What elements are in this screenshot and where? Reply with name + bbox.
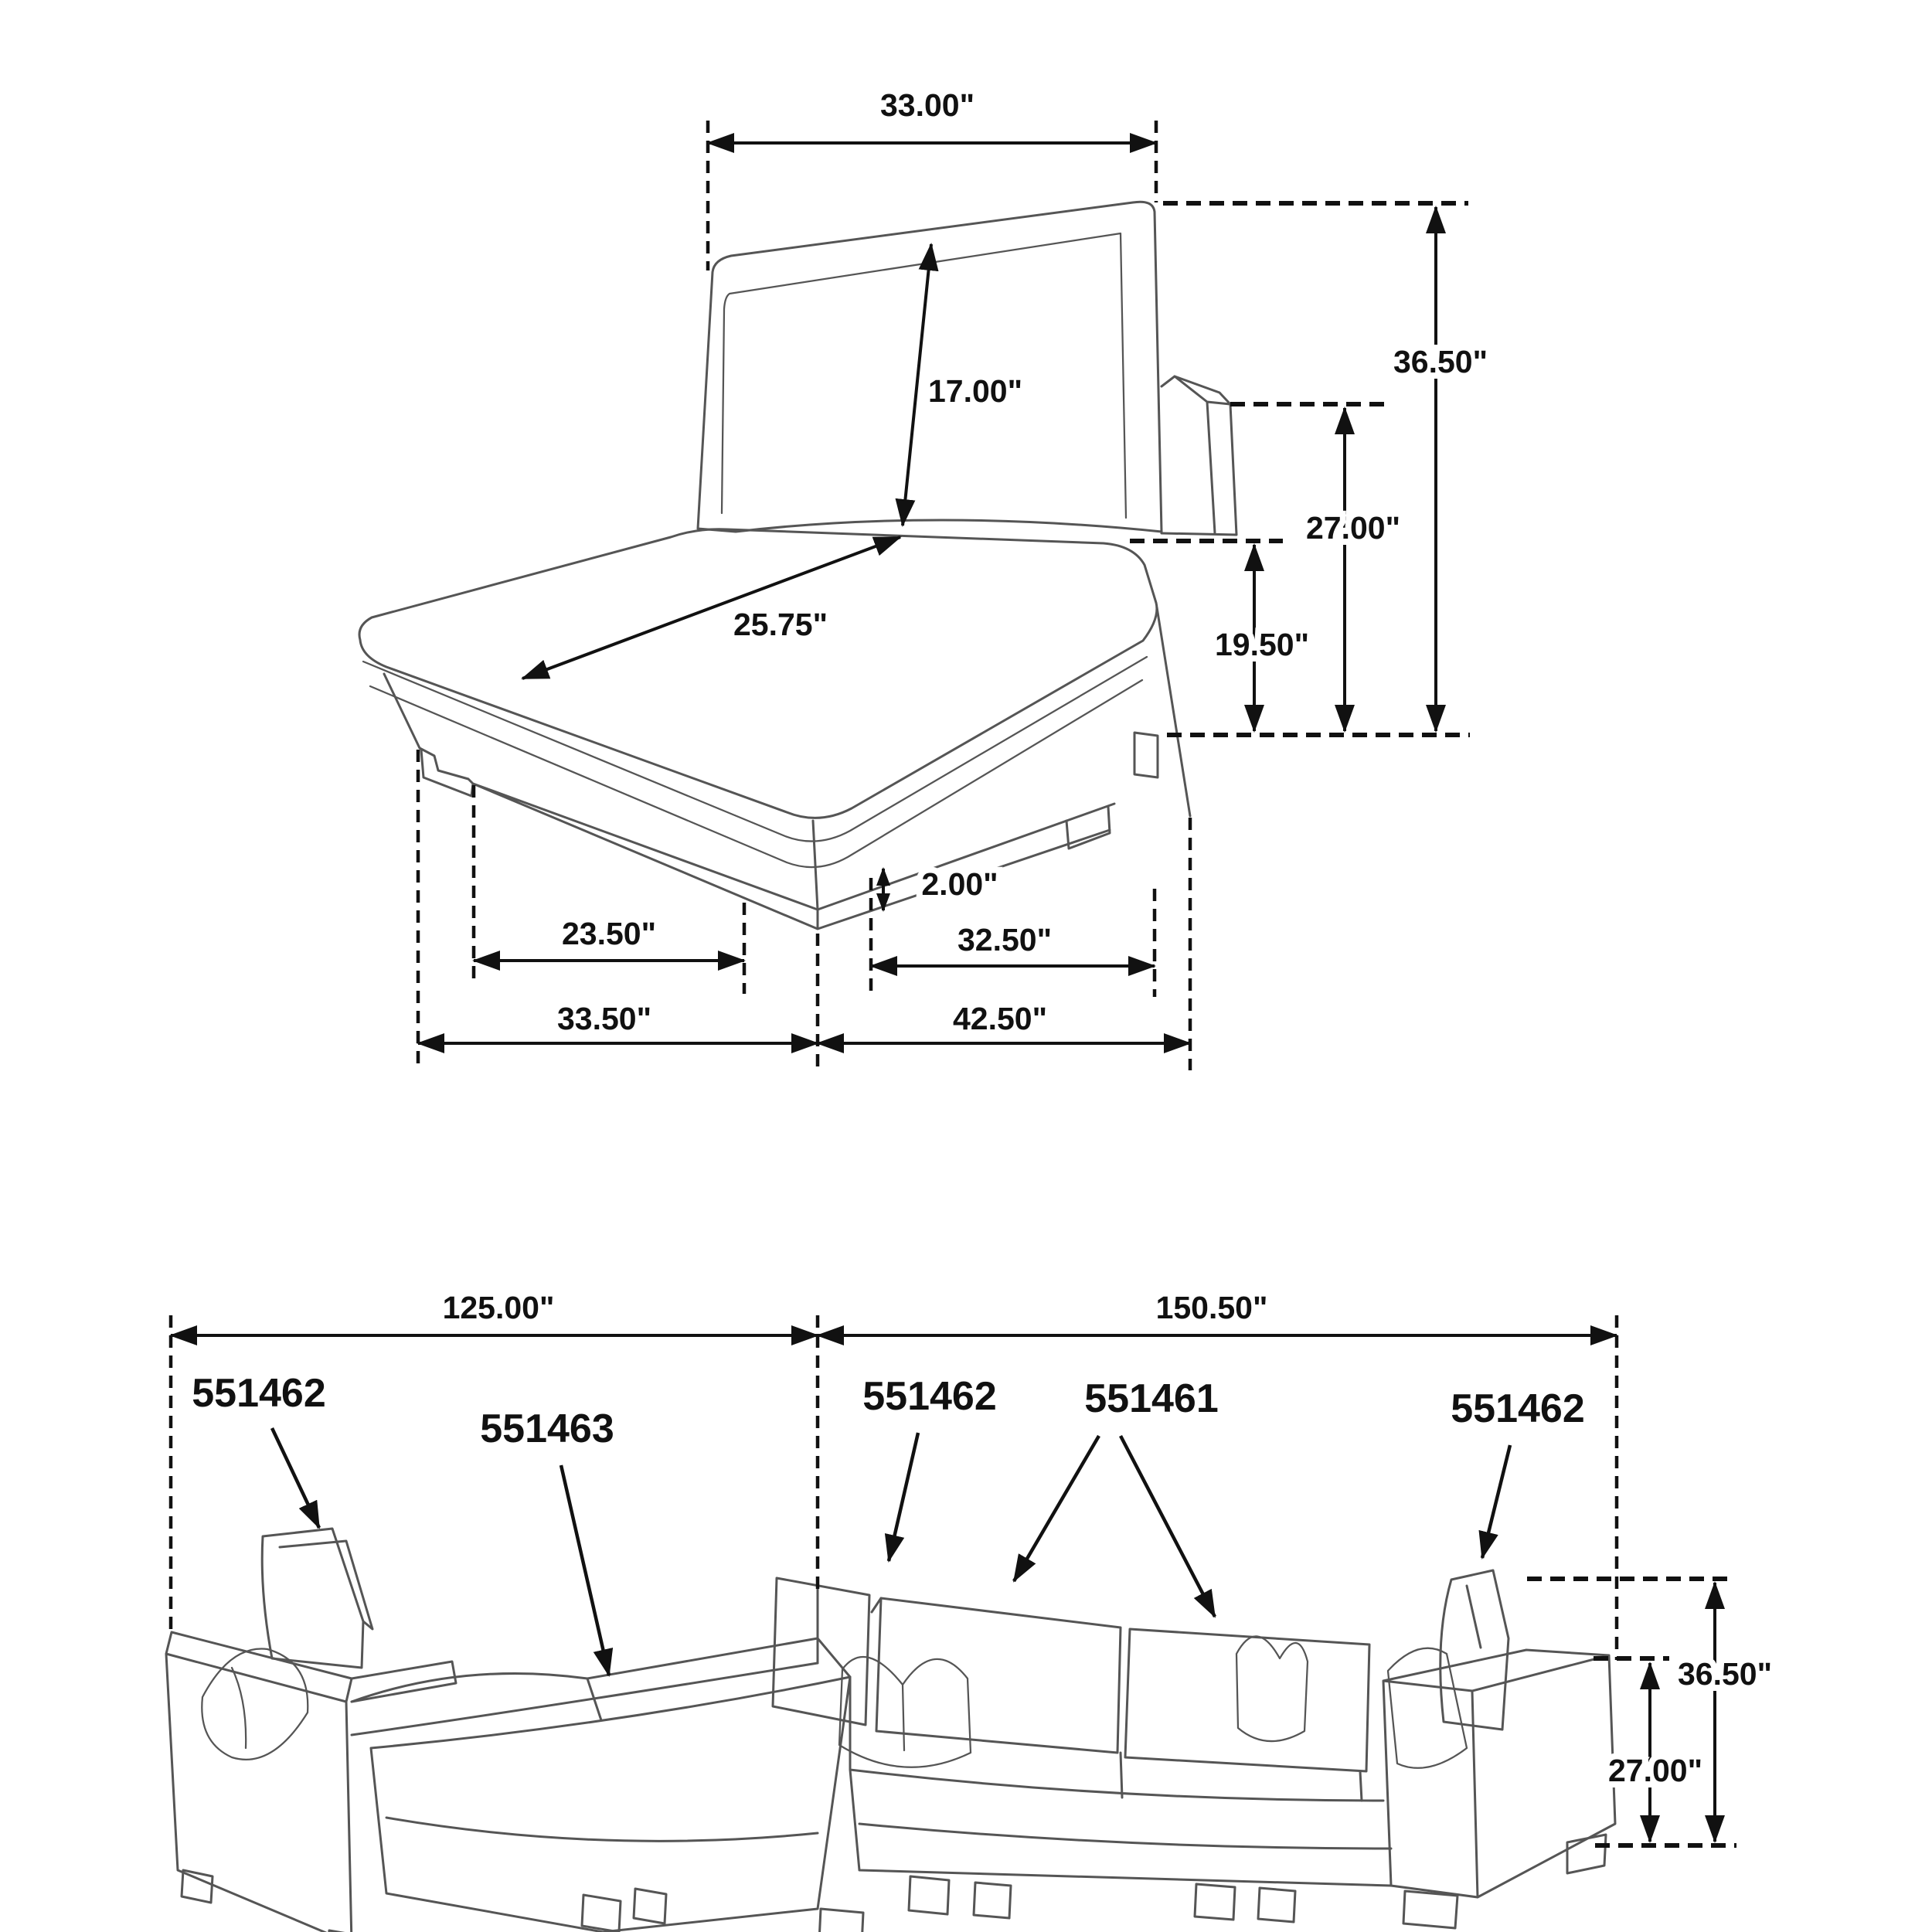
- chair-seat-piping-1: [363, 657, 1147, 842]
- sofa-left-wing-seats: [352, 1638, 850, 1932]
- dim-seat-diagonal: 25.75": [733, 607, 828, 642]
- dim-line-seat-diagonal: [522, 537, 900, 679]
- part-leader-5: [1482, 1445, 1510, 1558]
- sofa-left-back-pillow: [262, 1529, 372, 1668]
- sofa-legs: [182, 1835, 1606, 1932]
- dim-leg-height: 2.00": [921, 866, 998, 902]
- chair-back-side-panel: [1162, 376, 1236, 535]
- dim-line-back-cushion: [903, 244, 931, 526]
- sofa-left-arm: [166, 1632, 456, 1932]
- sofa-left-accent-pillow: [202, 1649, 308, 1760]
- sofa-right-wing-seats: [850, 1677, 1391, 1886]
- part-label-2: 551463: [480, 1406, 614, 1451]
- part-label-1: 551462: [192, 1371, 326, 1416]
- dim-right-width: 150.50": [1155, 1290, 1268, 1325]
- dim-sectional-height: 36.50": [1677, 1656, 1773, 1692]
- dim-sectional-arm-height: 27.00": [1607, 1753, 1703, 1788]
- armless-chair-line-art: [359, 202, 1236, 929]
- sofa-right-arm: [1383, 1650, 1615, 1897]
- dim-overall-depth: 42.50": [952, 1001, 1048, 1036]
- part-leader-3: [889, 1433, 918, 1561]
- sofa-right-accent-pillow: [1236, 1636, 1308, 1741]
- dim-front-leg-span: 23.50": [561, 916, 657, 951]
- dim-overall-width: 33.50": [556, 1001, 652, 1036]
- part-leader-4b: [1121, 1436, 1215, 1617]
- chair-back-cushion-piping: [722, 233, 1126, 518]
- chair-base: [384, 607, 1190, 929]
- part-label-5: 551462: [1451, 1386, 1585, 1431]
- part-label-3: 551462: [862, 1374, 997, 1419]
- chair-dimensions: [418, 87, 1488, 1070]
- dim-left-width: 125.00": [442, 1290, 555, 1325]
- dim-seat-height: 19.50": [1214, 627, 1310, 662]
- dim-side-leg-span: 32.50": [957, 922, 1053, 957]
- sofa-corner-accent-pillow: [839, 1657, 971, 1767]
- sofa-corner-back: [773, 1578, 869, 1725]
- sectional-sofa-line-art: [166, 1529, 1615, 1932]
- part-leader-4a: [1014, 1436, 1099, 1581]
- dim-back-support-height: 27.00": [1305, 510, 1401, 546]
- sectional-dimensions: [171, 1290, 1772, 1845]
- dim-back-cushion: 17.00": [927, 373, 1023, 409]
- chair-seat-cushion: [359, 529, 1157, 818]
- sofa-back-cushion-3: [1125, 1629, 1369, 1771]
- dim-overall-height: 36.50": [1393, 344, 1488, 379]
- part-leader-2: [561, 1465, 609, 1675]
- dim-back-width: 33.00": [879, 87, 975, 123]
- sofa-right-arm-back-pillow: [1440, 1570, 1509, 1730]
- part-leader-1: [272, 1428, 319, 1528]
- part-label-4: 551461: [1084, 1376, 1219, 1421]
